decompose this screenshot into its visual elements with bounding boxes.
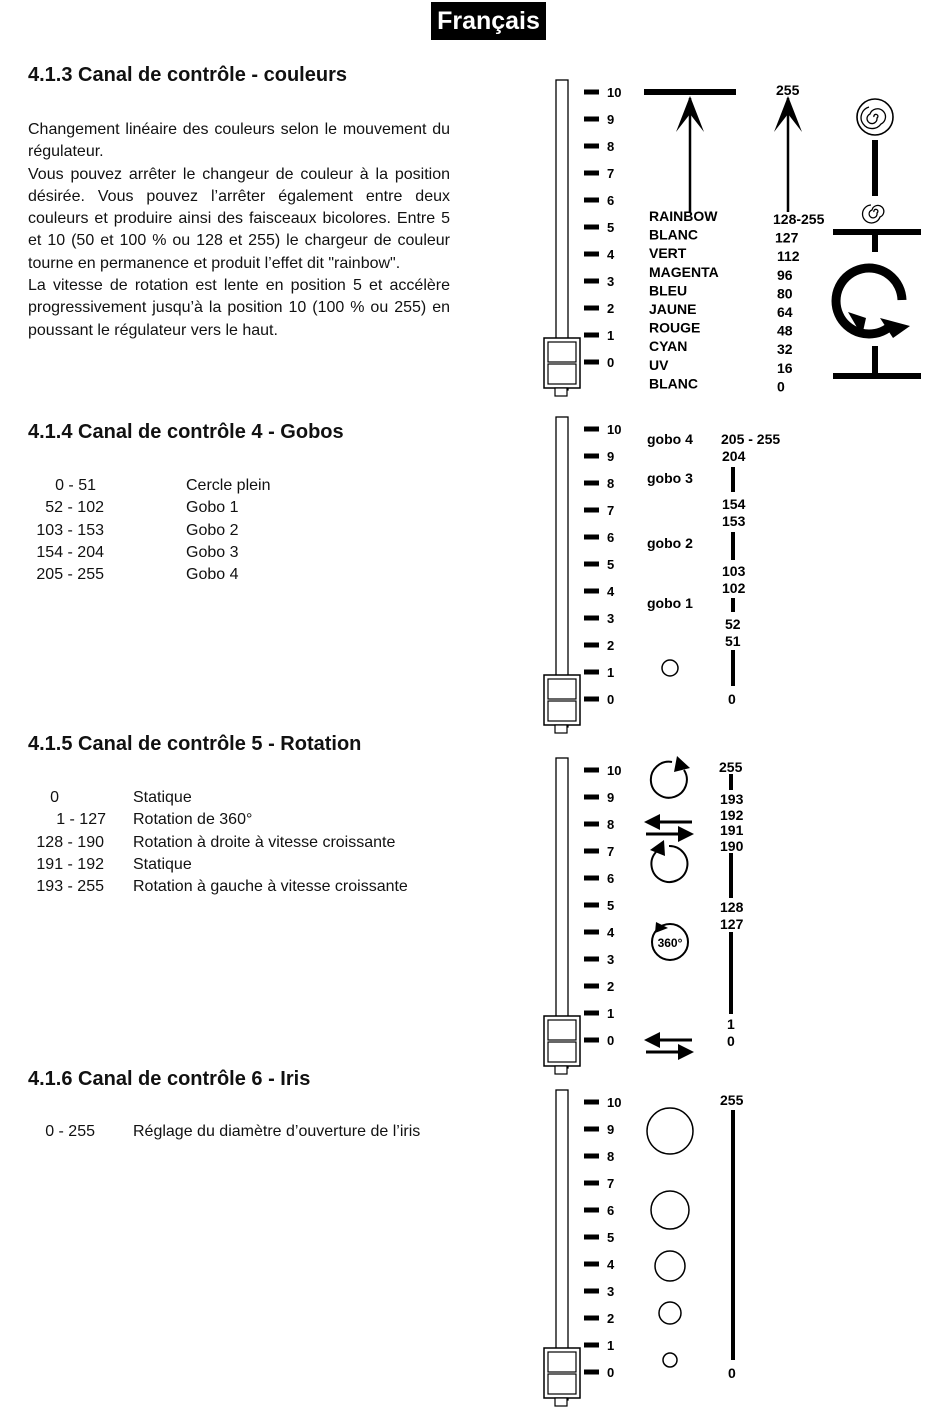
scale-label: 8 — [607, 817, 615, 832]
iris-value-label: 0 — [728, 1365, 736, 1381]
fader-scale — [584, 1095, 621, 1380]
scale-label: 4 — [607, 584, 615, 599]
range-cell: 128 - 190 — [36, 833, 104, 851]
color-name-label: RAINBOW — [649, 208, 718, 224]
color-value-label: 32 — [777, 341, 793, 358]
range-cell: 193 - 255 — [36, 878, 104, 896]
fader-knob — [544, 1016, 580, 1074]
scale-label: 5 — [607, 898, 615, 913]
stop-arrows-icon — [644, 814, 694, 842]
color-value-label: 80 — [777, 285, 793, 302]
open-circle-icon — [662, 660, 678, 676]
fader-slider — [544, 1090, 580, 1406]
colors-paragraph-1: Changement linéaire des couleurs selon le mouvement du régulateur. — [28, 121, 450, 161]
range-cell: 0 - 255 — [45, 1123, 95, 1140]
rotate-right-icon — [650, 840, 687, 882]
scale-label: 8 — [607, 139, 615, 154]
fader-slider — [544, 758, 580, 1074]
rotate-left-icon — [651, 756, 690, 798]
gobo-value-label: 205 - 255 — [721, 431, 781, 447]
section-title-rotation: 4.1.5 Canal de contrôle 5 - Rotation — [28, 733, 362, 755]
scale-tick — [584, 768, 599, 773]
fader-knob — [544, 338, 580, 396]
fader-slider — [544, 417, 580, 733]
scale-label: 7 — [607, 844, 615, 859]
scale-tick — [584, 1038, 599, 1043]
section-title-gobos: 4.1.4 Canal de contrôle 4 - Gobos — [28, 421, 344, 443]
iris-diagram — [647, 1092, 744, 1381]
scale-tick — [584, 1208, 599, 1213]
color-name-label: BLANC — [649, 375, 698, 392]
scale-label: 8 — [607, 1149, 615, 1164]
scale-tick — [584, 454, 599, 459]
iris-circle-icon — [655, 1251, 685, 1281]
scale-tick — [584, 144, 599, 149]
rotation-value-label: 128 — [720, 899, 744, 915]
scale-tick — [584, 117, 599, 122]
scale-label: 10 — [607, 85, 622, 100]
range-cell: 154 - 204 — [36, 543, 104, 561]
rotation-360-icon — [652, 922, 688, 960]
gobo-value-label: 204 — [722, 448, 746, 464]
scale-label: 6 — [607, 871, 615, 886]
label-cell: Réglage du diamètre d’ouverture de l’iris — [133, 1123, 421, 1140]
range-cell: 0 - 51 — [55, 477, 96, 494]
color-name-label: BLEU — [649, 282, 688, 299]
iris-circle-icon — [651, 1191, 689, 1229]
colors-paragraph-2: Vous pouvez arrêter le changeur de couleur à la position désirée. Vous pouvez l’arrêter également entre deux couleurs et produire ainsi des faisceaux bicolores. Entre 5 et 10 (50 et 100 % ou 128 et 255) le chargeur de couleur tourne en permanence et produit l’effet dit "rainbow". — [28, 165, 450, 272]
iris-circle-icon — [659, 1302, 681, 1324]
scale-tick — [584, 589, 599, 594]
scale-tick — [584, 876, 599, 881]
scale-label: 10 — [607, 1095, 622, 1110]
color-value-label: 127 — [775, 229, 799, 246]
scale-label: 3 — [607, 1284, 615, 1299]
color-value-label: 64 — [777, 304, 793, 320]
scale-tick — [584, 171, 599, 176]
color-value-label: 128-255 — [773, 211, 825, 227]
scale-label: 0 — [607, 1033, 615, 1048]
range-cell: 0 — [50, 789, 59, 806]
small-spiral-icon — [863, 205, 884, 223]
label-cell: Cercle plein — [186, 477, 271, 494]
label-cell: Gobo 1 — [186, 499, 239, 517]
range-cell: 103 - 153 — [36, 521, 104, 539]
rainbow-rotation-symbol — [833, 99, 921, 376]
label-cell: Statique — [133, 789, 192, 806]
scale-tick — [584, 535, 599, 540]
scale-tick — [584, 481, 599, 486]
iris-circle-icon — [647, 1108, 693, 1154]
scale-tick — [584, 984, 599, 989]
color-name-label: ROUGE — [649, 319, 701, 336]
scale-label: 6 — [607, 1203, 615, 1218]
scale-label: 6 — [607, 193, 615, 208]
scale-label: 0 — [607, 692, 615, 707]
scale-tick — [584, 360, 599, 365]
scale-tick — [584, 1181, 599, 1186]
stop-arrows-icon — [644, 1032, 694, 1060]
fader-scale — [584, 763, 621, 1048]
iris-value-label: 255 — [720, 1092, 744, 1108]
scale-label: 9 — [607, 449, 615, 464]
label-cell: Rotation à gauche à vitesse croissante — [133, 878, 408, 896]
scale-label: 1 — [607, 665, 615, 680]
rotation-value-label: 191 — [720, 822, 744, 838]
gobo-value-label: 52 — [725, 616, 741, 632]
scale-tick — [584, 1154, 599, 1159]
rotation-value-label: 255 — [719, 759, 743, 775]
scale-label: 9 — [607, 112, 615, 127]
rotation-value-label: 190 — [720, 838, 744, 854]
color-name-label: JAUNE — [649, 301, 697, 317]
scale-tick — [584, 225, 599, 230]
scale-tick — [584, 1100, 599, 1105]
colors-paragraph-3: La vitesse de rotation est lente en position 5 et accélère progressivement jusqu’à la position 10 (100 % ou 255) en poussant le régulateur vers le haut. — [28, 277, 450, 339]
scale-tick — [584, 279, 599, 284]
scale-label: 6 — [607, 530, 615, 545]
scale-label: 4 — [607, 247, 615, 262]
scale-label: 10 — [607, 763, 622, 778]
fader-knob — [544, 1348, 580, 1406]
label-cell: Statique — [133, 855, 192, 873]
gobo-name-label: gobo 2 — [647, 535, 693, 551]
scale-tick — [584, 670, 599, 675]
color-value-label: 16 — [777, 359, 793, 376]
scale-tick — [584, 562, 599, 567]
range-cell: 191 - 192 — [36, 855, 104, 873]
scale-label: 2 — [607, 638, 615, 653]
scale-label: 10 — [607, 422, 622, 437]
scale-tick — [584, 616, 599, 621]
scale-label: 2 — [607, 301, 615, 316]
gobo-value-label: 102 — [722, 580, 746, 596]
gobo-value-label: 154 — [722, 496, 746, 512]
color-name-label: MAGENTA — [649, 263, 719, 280]
rotation-loop-icon — [836, 268, 910, 338]
colors-diagram — [644, 82, 921, 394]
scale-tick — [584, 198, 599, 203]
scale-tick — [584, 643, 599, 648]
label-cell: Gobo 3 — [186, 543, 239, 561]
fader-scale — [584, 422, 621, 707]
scale-tick — [584, 252, 599, 257]
fader-knob — [544, 675, 580, 733]
section-title-iris: 4.1.6 Canal de contrôle 6 - Iris — [28, 1068, 311, 1090]
label-cell: Gobo 4 — [186, 566, 239, 584]
range-cell: 52 - 102 — [45, 499, 104, 517]
scale-label: 9 — [607, 1122, 615, 1137]
scale-tick — [584, 333, 599, 338]
scale-tick — [584, 957, 599, 962]
scale-tick — [584, 903, 599, 908]
spiral-icon — [857, 99, 893, 135]
gobo-value-label: 51 — [725, 633, 741, 649]
scale-label: 1 — [607, 1338, 615, 1353]
section-title-colors: 4.1.3 Canal de contrôle - couleurs — [28, 64, 347, 86]
rotation-value-label: 127 — [720, 916, 744, 932]
scale-label: 4 — [607, 925, 615, 940]
fader-scale — [584, 85, 621, 370]
scale-tick — [584, 1316, 599, 1321]
gobo-value-label: 103 — [722, 563, 746, 579]
rotation-value-label: 0 — [727, 1033, 735, 1049]
scale-label: 0 — [607, 1365, 615, 1380]
scale-tick — [584, 930, 599, 935]
scale-label: 8 — [607, 476, 615, 491]
label-cell: Gobo 2 — [186, 521, 239, 539]
scale-tick — [584, 1127, 599, 1132]
label-cell: Rotation de 360° — [133, 811, 253, 829]
color-name-label: UV — [649, 356, 669, 373]
fader-slider — [544, 80, 580, 396]
scale-label: 3 — [607, 952, 615, 967]
gobos-diagram — [647, 431, 780, 707]
scale-tick — [584, 1235, 599, 1240]
scale-tick — [584, 306, 599, 311]
scale-tick — [584, 427, 599, 432]
color-name-label: BLANC — [649, 226, 698, 243]
gobo-name-label: gobo 4 — [647, 431, 693, 447]
scale-label: 3 — [607, 274, 615, 289]
gobo-value-label: 0 — [728, 691, 736, 707]
color-value-label: 96 — [777, 266, 793, 283]
iris-circle-icon — [663, 1353, 677, 1367]
rotation-diagram — [644, 756, 744, 1060]
rotation-value-label: 1 — [727, 1016, 735, 1032]
scale-label: 7 — [607, 166, 615, 181]
scale-label: 5 — [607, 557, 615, 572]
scale-label: 1 — [607, 1006, 615, 1021]
scale-label: 7 — [607, 503, 615, 518]
scale-tick — [584, 822, 599, 827]
color-value-label: 0 — [777, 378, 785, 395]
color-value-label: 48 — [777, 322, 793, 339]
scale-tick — [584, 849, 599, 854]
scale-tick — [584, 1262, 599, 1267]
scale-tick — [584, 508, 599, 513]
scale-tick — [584, 1343, 599, 1348]
range-cell: 1 - 127 — [56, 811, 106, 829]
colors-top-value: 255 — [776, 82, 800, 98]
scale-label: 2 — [607, 979, 615, 994]
scale-tick — [584, 1011, 599, 1016]
scale-label: 3 — [607, 611, 615, 626]
rotation-value-label: 192 — [720, 807, 744, 823]
scale-label: 2 — [607, 1311, 615, 1326]
language-badge: Français — [431, 2, 546, 40]
scale-label: 1 — [607, 328, 615, 343]
scale-tick — [584, 795, 599, 800]
gobo-name-label: gobo 3 — [647, 470, 693, 486]
scale-tick — [584, 1289, 599, 1294]
rotation-360-label: 360° — [657, 936, 683, 950]
scale-label: 5 — [607, 220, 615, 235]
gobo-value-label: 153 — [722, 513, 746, 529]
range-cell: 205 - 255 — [36, 566, 104, 584]
scale-label: 0 — [607, 355, 615, 370]
color-name-label: VERT — [649, 245, 687, 262]
scale-label: 5 — [607, 1230, 615, 1245]
rotation-value-label: 193 — [720, 791, 744, 807]
color-value-label: 112 — [777, 248, 800, 265]
scale-label: 7 — [607, 1176, 615, 1191]
scale-label: 4 — [607, 1257, 615, 1272]
label-cell: Rotation à droite à vitesse croissante — [133, 833, 396, 851]
gobo-name-label: gobo 1 — [647, 595, 693, 611]
scale-tick — [584, 90, 599, 95]
scale-tick — [584, 697, 599, 702]
scale-label: 9 — [607, 790, 615, 805]
color-name-label: CYAN — [649, 338, 688, 355]
scale-tick — [584, 1370, 599, 1375]
